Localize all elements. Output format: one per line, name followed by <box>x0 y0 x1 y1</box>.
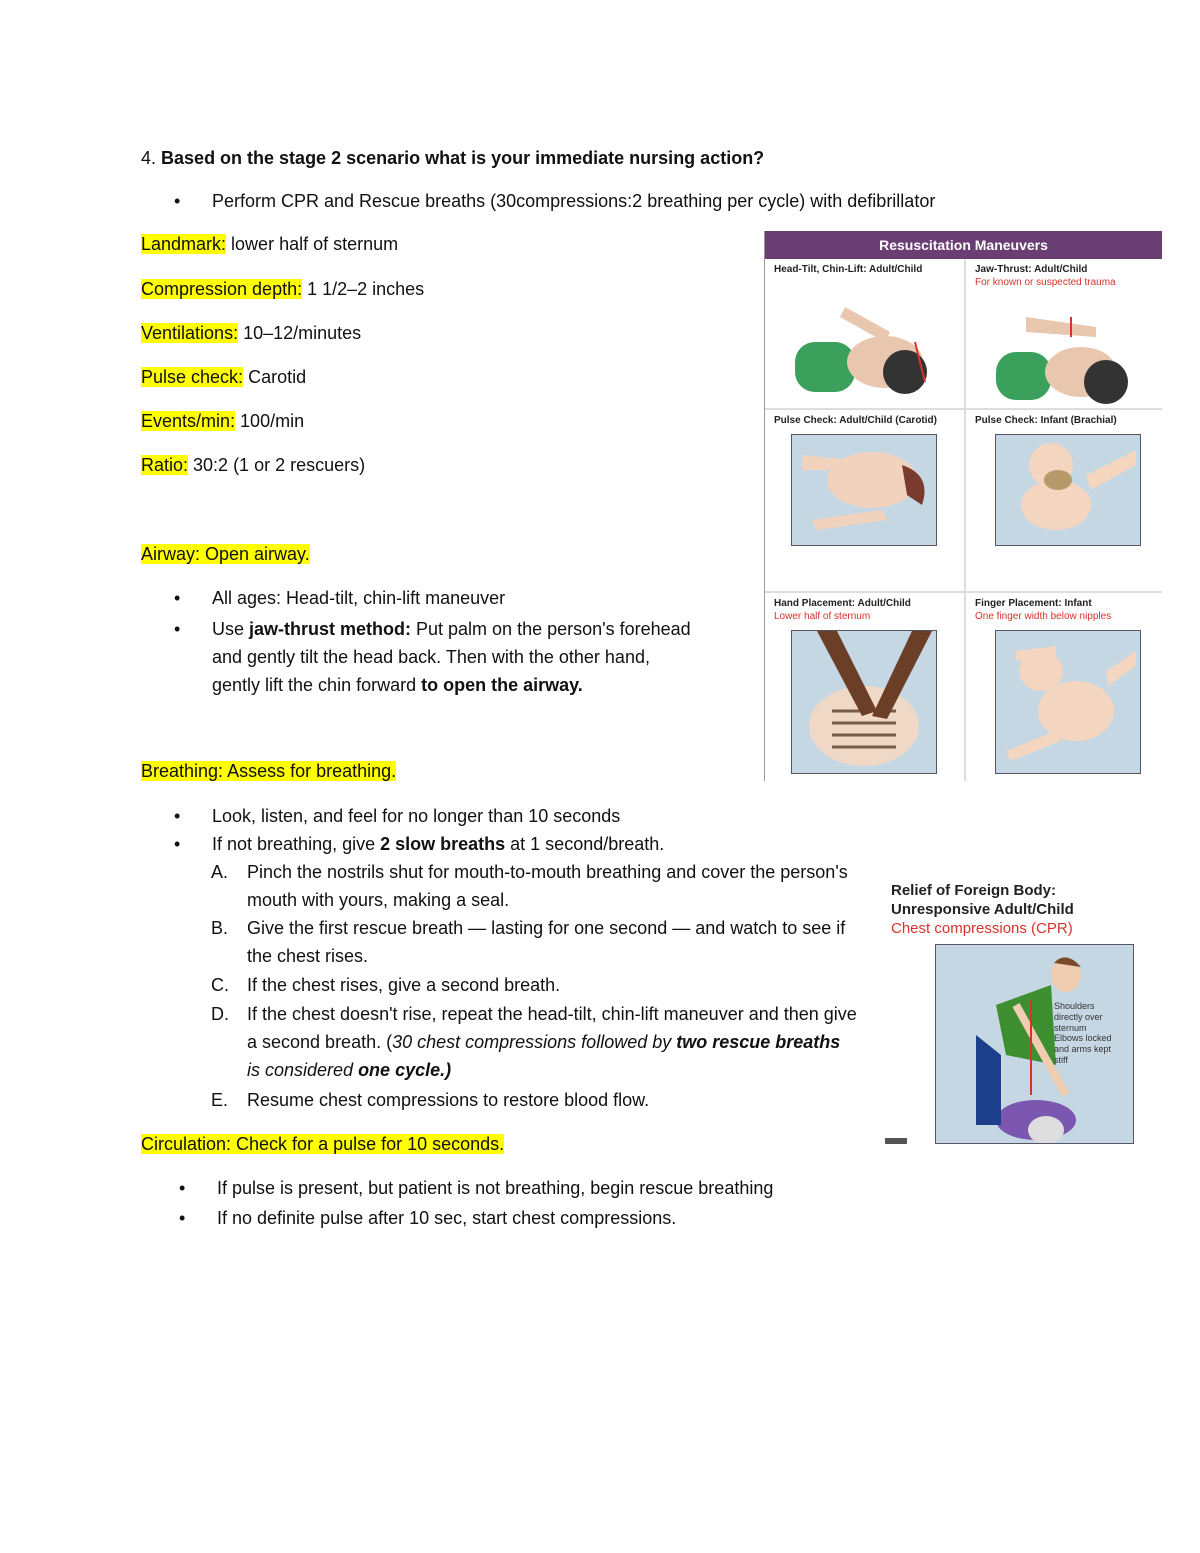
cpr-illustration <box>935 944 1134 1144</box>
circulation-bullet-2: • If no definite pulse after 10 sec, start chest compressions. <box>179 1208 677 1228</box>
fact-label: Events/min: <box>141 411 236 431</box>
finger-placement-illustration <box>995 630 1141 774</box>
fact-value: 1 1/2–2 inches <box>302 279 425 299</box>
circulation-heading: Circulation: Check for a pulse for 10 seconds. <box>141 1134 505 1154</box>
annotation-elbows: Elbows locked and arms kept stiff <box>1054 1033 1112 1065</box>
breathing-step-c: C. If the chest rises, give a second breath. <box>211 975 561 995</box>
breathing-step-d: D. If the chest doesn't rise, repeat the head-tilt, chin-lift maneuver and then give a second breath. (30 chest compressions followed by two rescue breaths is considered one cycle.) <box>211 1004 857 1080</box>
fact-value: lower half of sternum <box>226 234 399 254</box>
fact-events-min <box>141 409 304 433</box>
bullet-icon: • <box>174 191 181 211</box>
fact-label: Landmark: <box>141 234 227 254</box>
bullet-icon: • <box>174 806 181 826</box>
cell-head-tilt: Head-Tilt, Chin-Lift: Adult/Child <box>765 259 962 439</box>
pulse-brachial-illustration <box>995 434 1141 546</box>
fact-compression-depth <box>141 277 424 301</box>
bullet-icon: • <box>179 1178 186 1198</box>
breathing-bullet-2: • If not breathing, give 2 slow breaths at 1 second/breath. <box>174 834 665 854</box>
hand-placement-illustration <box>791 630 937 774</box>
figure-title: Resuscitation Maneuvers <box>765 231 1162 259</box>
question-text: Based on the stage 2 scenario what is your immediate nursing action? <box>161 148 765 168</box>
fact-landmark <box>141 232 398 256</box>
fact-ratio <box>141 453 365 477</box>
figure-title-line-1: Relief of Foreign Body: <box>891 882 1056 899</box>
circulation-bullet-1: • If pulse is present, but patient is not breathing, begin rescue breathing <box>179 1178 774 1198</box>
bullet-icon: • <box>174 588 181 608</box>
question-heading <box>141 146 764 170</box>
cell-finger-placement: Finger Placement: Infant One finger width below nipples <box>966 593 1163 773</box>
pulse-carotid-illustration <box>791 434 937 546</box>
annotation-shoulders: Shoulders directly over sternum <box>1054 1001 1103 1033</box>
foreign-body-figure <box>891 881 1141 1151</box>
action-bullet <box>174 189 936 213</box>
breathing-step-b: B. Give the first rescue breath — lasting for one second — and watch to see if the chest rises. <box>211 918 846 966</box>
question-number: 4. <box>141 148 157 168</box>
fact-label: Ratio: <box>141 455 189 475</box>
airway-heading: Airway: Open airway. <box>141 544 310 564</box>
bullet-icon: • <box>174 834 181 854</box>
cell-pulse-brachial: Pulse Check: Infant (Brachial) <box>966 410 1163 590</box>
bullet-icon: • <box>179 1208 186 1228</box>
action-text: Perform CPR and Rescue breaths (30compressions:2 breathing per cycle) with defibrillator <box>212 191 936 211</box>
cell-hand-placement: Hand Placement: Adult/Child Lower half of sternum <box>765 593 962 773</box>
fact-label: Compression depth: <box>141 279 303 299</box>
figure-title-line-2: Unresponsive Adult/Child <box>891 901 1074 918</box>
fact-value: 10–12/minutes <box>238 323 362 343</box>
airway-bullet-1: • All ages: Head-tilt, chin-lift maneuver <box>174 588 506 608</box>
figure-subtitle: Chest compressions (CPR) <box>891 920 1073 937</box>
fact-label: Ventilations: <box>141 323 239 343</box>
fact-ventilations <box>141 321 361 345</box>
airway-bullet-2: • Use jaw-thrust method: Put palm on the person's forehead and gently tilt the head back. Then with the other hand, gently lift the chin forward to open the airway. <box>212 615 691 699</box>
cell-pulse-carotid: Pulse Check: Adult/Child (Carotid) <box>765 410 962 590</box>
cell-jaw-thrust: Jaw-Thrust: Adult/Child For known or suspected trauma <box>966 259 1163 439</box>
fact-value: Carotid <box>243 367 307 387</box>
fact-pulse-check <box>141 365 306 389</box>
fact-value: 30:2 (1 or 2 rescuers) <box>188 455 366 475</box>
breathing-step-a: A. Pinch the nostrils shut for mouth-to-mouth breathing and cover the person's mouth with yours, making a seal. <box>211 862 848 910</box>
breathing-heading: Breathing: Assess for breathing. <box>141 761 397 781</box>
fact-label: Pulse check: <box>141 367 244 387</box>
resuscitation-maneuvers-figure <box>764 231 1162 781</box>
bullet-icon: • <box>174 619 181 639</box>
breathing-step-e: E. Resume chest compressions to restore blood flow. <box>211 1090 650 1110</box>
fact-value: 100/min <box>235 411 305 431</box>
copyright-tag <box>885 1138 907 1144</box>
breathing-bullet-1: • Look, listen, and feel for no longer than 10 seconds <box>174 806 621 826</box>
